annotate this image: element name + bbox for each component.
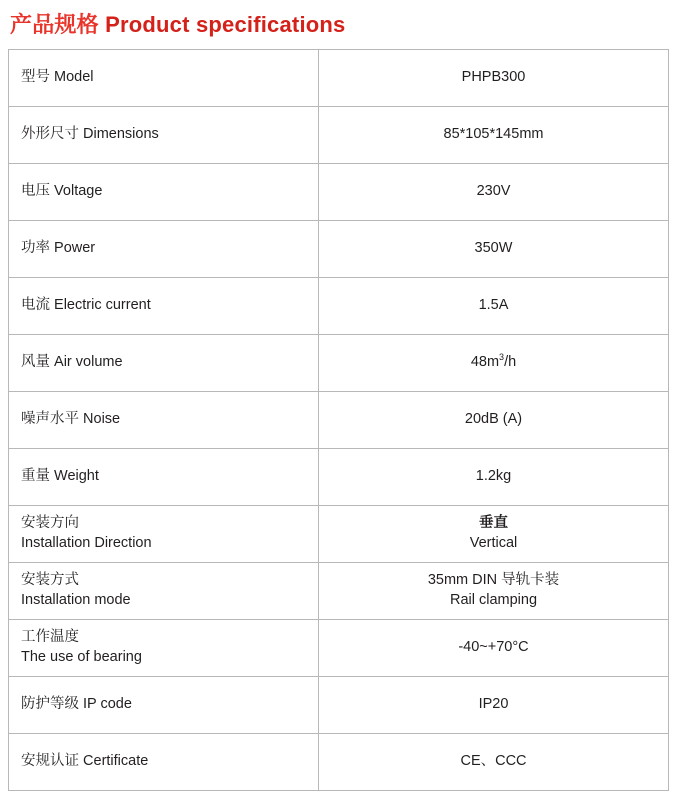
spec-value-line: Rail clamping <box>449 592 538 608</box>
spec-value-cell <box>319 449 669 506</box>
spec-label-english: Installation Direction <box>21 535 152 551</box>
spec-value-line: IP20 <box>478 696 509 713</box>
spec-label-chinese: 噪声水平 <box>21 411 84 428</box>
spec-value-line: 35mm DIN 导轨卡装 <box>427 572 560 589</box>
spec-value-line: CE、CCC <box>460 753 527 770</box>
table-row <box>9 449 669 506</box>
spec-label-english: Voltage <box>54 183 103 200</box>
table-row <box>9 392 669 449</box>
spec-value-line: 1.5A <box>478 297 509 314</box>
table-row <box>9 50 669 107</box>
spec-value-line: 350W <box>474 240 513 257</box>
spec-value-line: Vertical <box>469 535 518 551</box>
spec-value-line: 垂直 <box>479 515 508 532</box>
spec-label-english: Electric current <box>54 297 151 314</box>
spec-value-line: 1.2kg <box>475 468 512 485</box>
spec-label-english: Model <box>54 69 94 86</box>
page-title-english: Product specifications <box>105 12 346 37</box>
spec-label-chinese: 风量 <box>21 354 55 371</box>
specifications-table <box>8 49 669 791</box>
spec-label-chinese: 工作温度 <box>21 629 79 646</box>
table-row <box>9 221 669 278</box>
spec-label-cell <box>9 50 319 107</box>
spec-label-chinese: 安装方向 <box>21 515 79 532</box>
spec-value-line: $48m^3/h$ <box>470 352 517 371</box>
spec-label-cell <box>9 677 319 734</box>
spec-label-english: Weight <box>54 468 99 485</box>
spec-label-cell <box>9 335 319 392</box>
spec-label-english: Air volume <box>54 354 123 371</box>
spec-value-cell <box>319 392 669 449</box>
table-row <box>9 734 669 791</box>
spec-label-chinese: 安规认证 <box>21 753 84 770</box>
spec-value-cell <box>319 335 669 392</box>
spec-value-cell <box>319 620 669 677</box>
table-row <box>9 506 669 563</box>
spec-value-superscript: 3 <box>499 352 505 363</box>
table-row <box>9 107 669 164</box>
spec-label-chinese: 外形尺寸 <box>21 126 84 143</box>
spec-label-english: Certificate <box>83 753 149 770</box>
spec-label-chinese: 防护等级 <box>21 696 84 713</box>
spec-value-cell <box>319 734 669 791</box>
spec-label-chinese: 型号 <box>21 69 55 86</box>
spec-value-cell <box>319 506 669 563</box>
spec-value-line: 85*105*145mm <box>443 126 544 143</box>
spec-value-cell <box>319 221 669 278</box>
page-title <box>8 0 668 49</box>
spec-label-cell <box>9 734 319 791</box>
spec-label-english: Power <box>54 240 96 257</box>
table-row <box>9 563 669 620</box>
table-row <box>9 677 669 734</box>
spec-label-cell <box>9 506 319 563</box>
spec-label-chinese: 功率 <box>21 240 55 257</box>
spec-label-chinese: 重量 <box>21 468 55 485</box>
spec-value-cell <box>319 677 669 734</box>
spec-label-english: The use of bearing <box>21 649 142 665</box>
spec-label-cell <box>9 107 319 164</box>
spec-label-cell <box>9 278 319 335</box>
spec-value-line: -40~+70°C <box>458 639 529 656</box>
spec-value-cell <box>319 164 669 221</box>
table-row <box>9 278 669 335</box>
table-row <box>9 164 669 221</box>
spec-label-chinese: 安装方式 <box>21 572 79 589</box>
spec-label-cell <box>9 620 319 677</box>
spec-value-line: PHPB300 <box>461 69 526 86</box>
spec-label-english: Noise <box>83 411 121 428</box>
spec-value-cell <box>319 107 669 164</box>
specifications-table-body <box>9 50 669 791</box>
table-row <box>9 335 669 392</box>
spec-label-english: Dimensions <box>83 126 159 143</box>
spec-value-line: 230V <box>476 183 511 200</box>
spec-value-cell <box>319 50 669 107</box>
spec-label-cell <box>9 221 319 278</box>
spec-label-chinese: 电流 <box>21 297 55 314</box>
spec-value-cell <box>319 278 669 335</box>
spec-value-line: 20dB (A) <box>464 411 523 428</box>
spec-label-chinese: 电压 <box>21 183 55 200</box>
spec-label-cell <box>9 392 319 449</box>
spec-label-cell <box>9 563 319 620</box>
spec-label-english: IP code <box>83 696 132 713</box>
table-row <box>9 620 669 677</box>
spec-label-english: Installation mode <box>21 592 131 608</box>
page-title-chinese: 产品规格 <box>10 12 99 37</box>
spec-value-cell <box>319 563 669 620</box>
spec-label-cell <box>9 164 319 221</box>
spec-label-cell <box>9 449 319 506</box>
